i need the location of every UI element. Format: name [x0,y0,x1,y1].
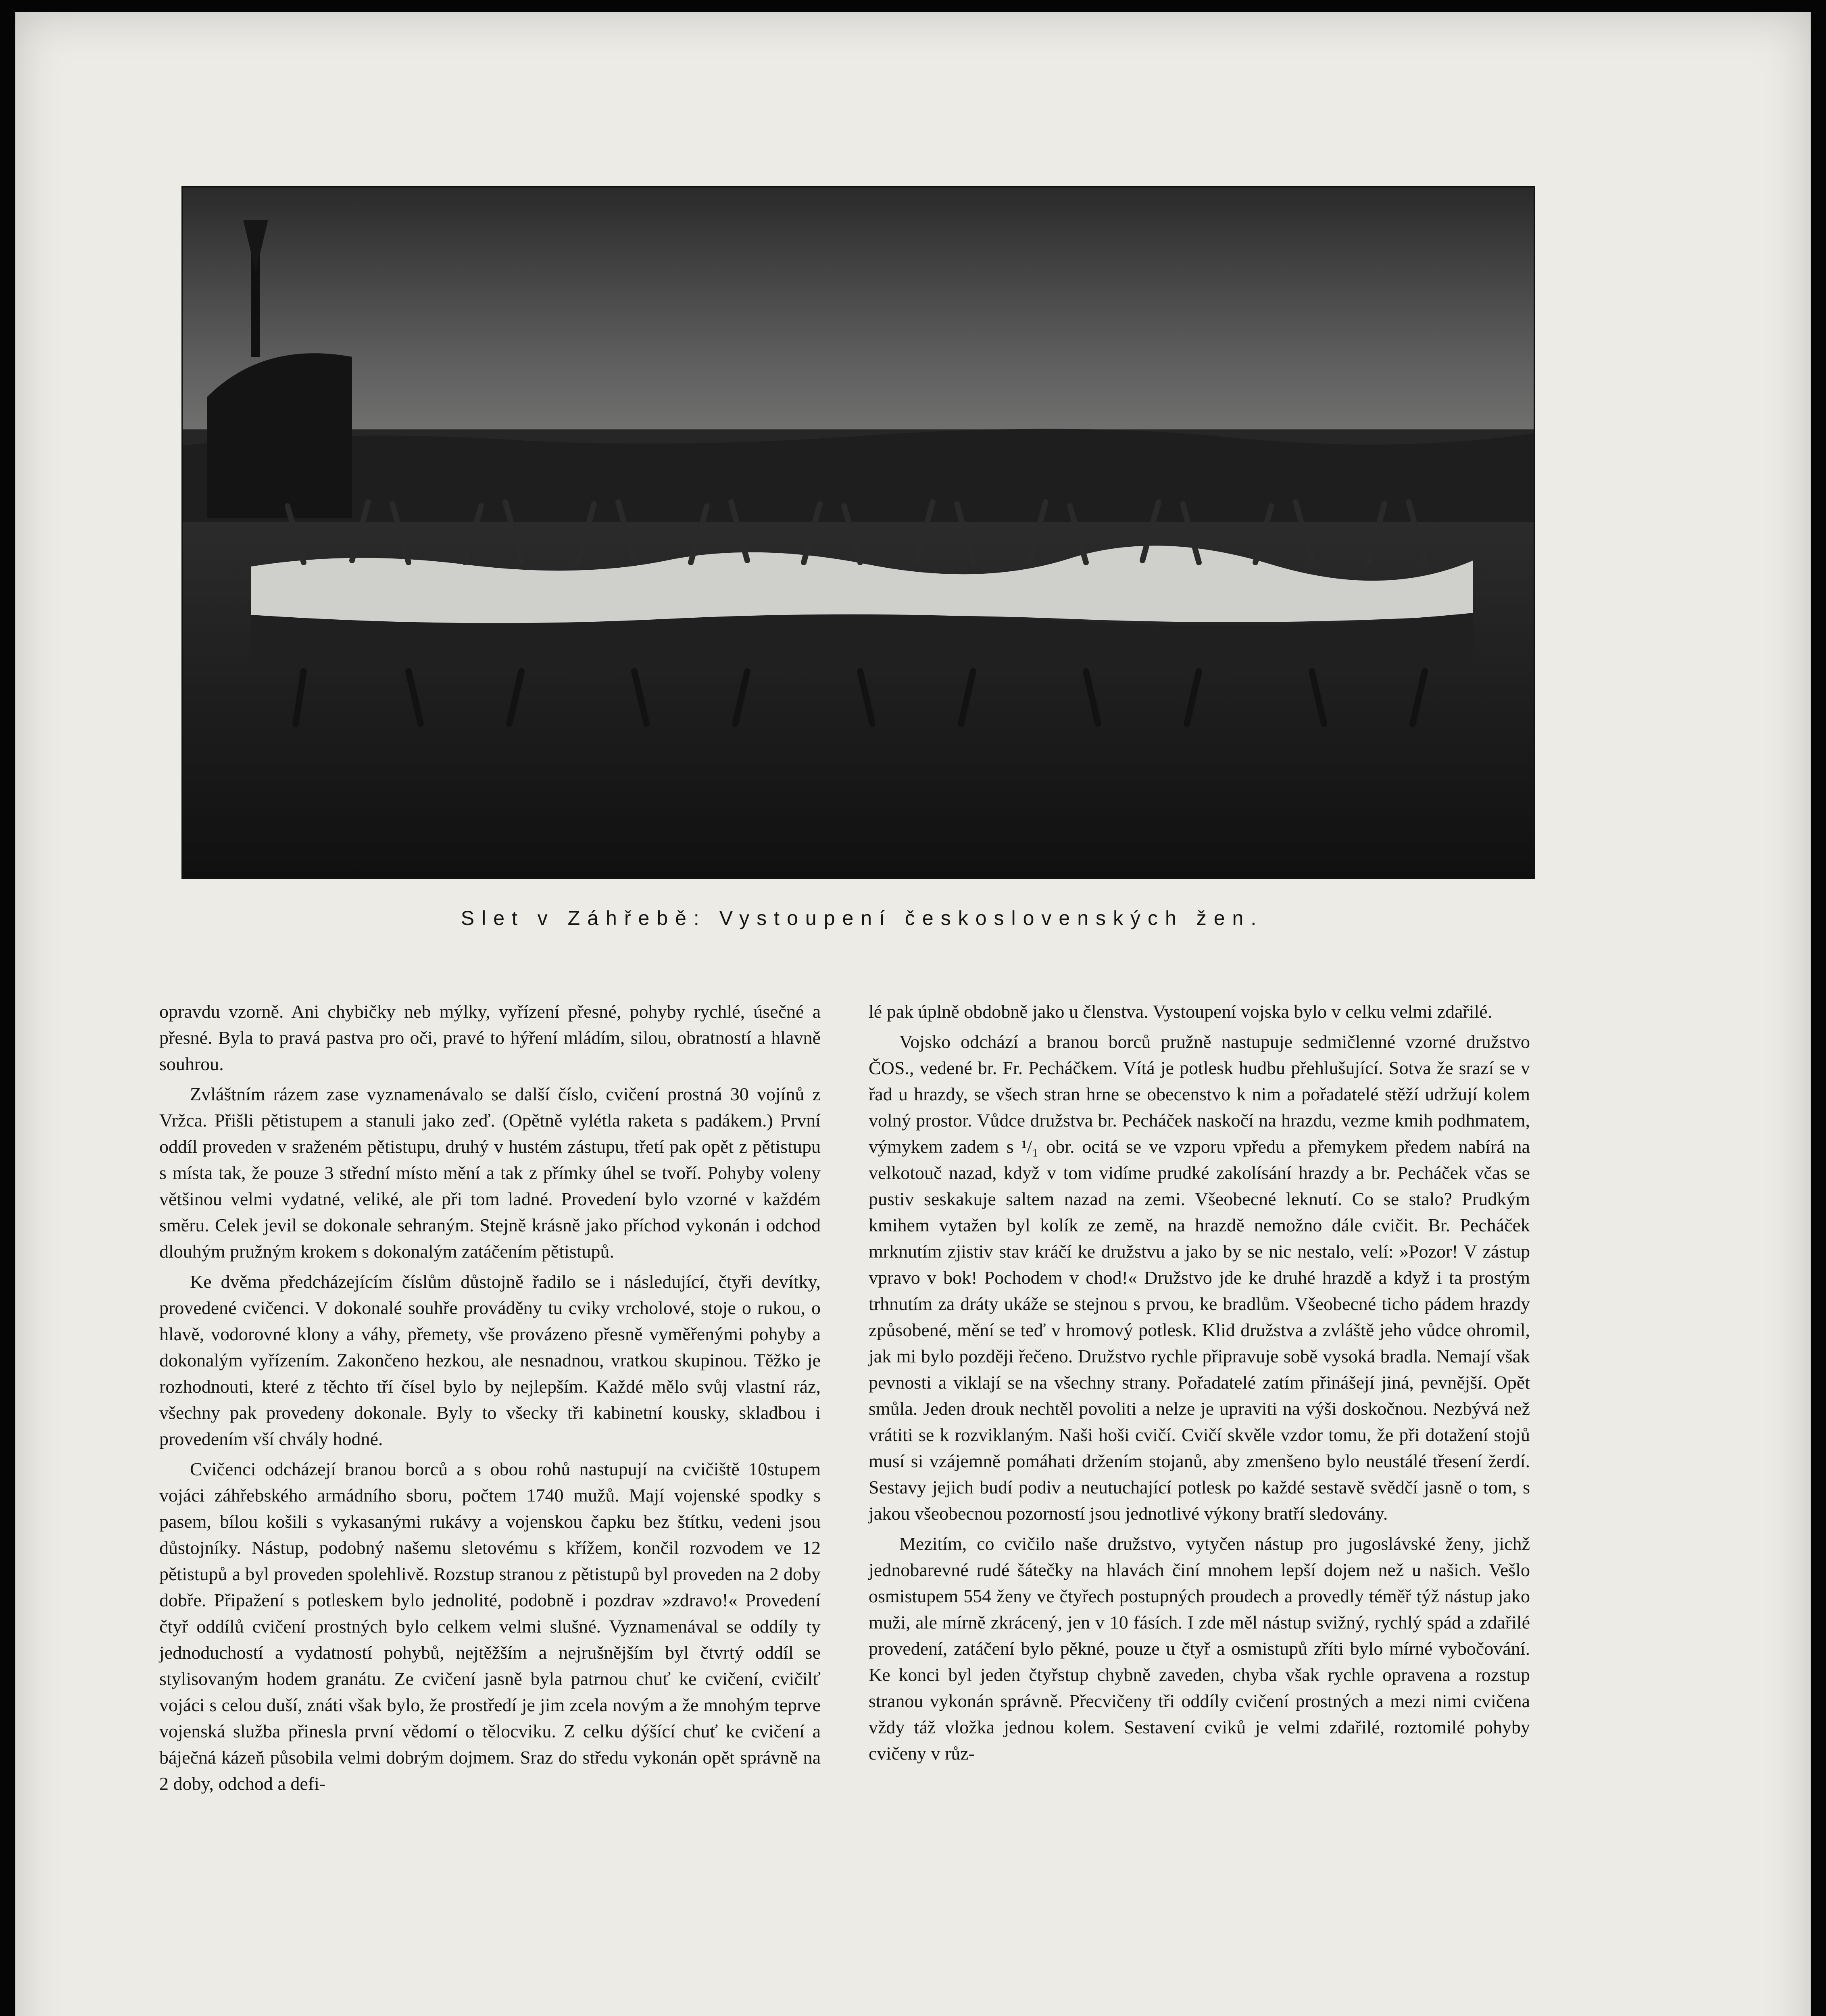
right-column [869,998,1530,1770]
left-column [159,998,821,1801]
paragraph: Ke dvěma předcházejícím číslům důstojně řadilo se i následující, čtyři devítky, provedené cvičenci. V dokonalé souhře prováděny tu cviky vrcholové, stoje o rukou, o hlavě, vodorovné klony a váhy, přemety, vše provázeno přesně vyměřenými pohyby a dokonalým vyřízením. Zakončeno hezkou, ale nesnadnou, vratkou skupinou. Těžko je rozhodnouti, které z těchto tří čísel bylo by nejlepším. Každé mělo svůj vlastní ráz, všechny pak provedeny dokonale. Byly to všecky tři kabinetní kousky, skladbou i provedením vší chvály hodné. [159,1271,821,1449]
paragraph: Cvičenci odcházejí branou borců a s obou rohů nastupují na cvičiště 10stupem vojáci záhřebského armádního sboru, počtem 1740 mužů. Mají vojenské spodky s pasem, bílou košili s vykasanými rukávy a vojenskou čapku bez štítku, vedeni jsou důstojníky. Nástup, podobný našemu sletovému s křížem, končil rozvodem ve 12 pětistupů a byl proveden spolehlivě. Rozstup stranou z pětistupů byl proveden na 2 doby dobře. Připažení s potleskem bylo jednolité, podobně i pozdrav »zdravo!« Provedení čtyř oddílů cvičení prostných bylo celkem velmi slušné. Vyznamenával se oddíly ty jednoduchostí a vydatností pohybů, nejtěžším a nejrušnějším byl čtvrtý oddíl se stylisovaným hodem granátu. Ze cvičení jasně byla patrnou chuť ke cvičení, cvičilť vojáci s celou duší, znáti však bylo, že prostředí je jim zcela novým a že mnohým teprve vojenská služba přinesla první vědomí o tělocviku. Z celku dýšící chuť ke cvičení a báječná kázeň působila velmi dobrým dojmem. Sraz do středu vykonán opět správně na 2 doby, odchod a defi- [159,1459,821,1794]
paragraph: Mezitím, co cvičilo naše družstvo, vytyčen nástup pro jugoslávské ženy, jichž jednobarevné rudé šátečky na hlavách činí mnohem lepší dojem než u našich. Vešlo osmistupem 554 ženy ve čtyřech postupných proudech a provedly téměř týž nástup jako muži, ale mírně zkrácený, jen v 10 fásích. I zde měl nástup svižný, rychlý spád a zdařilé provedení, zatáčení bylo pěkné, pouze u čtyř a osmistupů zříti bylo mírné vybočování. Ke konci byl jeden čtyřstup chybně zaveden, chyba však rychle opravena a rozstup stranou vykonán správně. Přecvičeny tři oddíly cvičení prostných a mezi nimi cvičena vždy táž vložka jednou kolem. Sestavení cviků je velmi zdařilé, roztomilé pohyby cvičeny v růz- [869,1533,1530,1764]
paragraph: lé pak úplně obdobně jako u členstva. Vystoupení vojska bylo v celku velmi zdařilé. [869,1001,1492,1022]
scanned-page [15,12,1811,2016]
photo-caption: Slet v Záhřebě: Vystoupení československých žen. [461,907,1264,929]
paragraph: opravdu vzorně. Ani chybičky neb mýlky, vyřízení přesné, pohyby rychlé, úsečné a přesné. Byla to pravá pastva pro oči, pravé to hýření mládím, silou, obratností a hlavně souhrou. [159,1001,821,1074]
paragraph: Vojsko odchází a branou borců pružně nastupuje sedmičlenné vzorné družstvo ČOS., vedené br. Fr. Pecháčkem. Vítá je potlesk hudbu přehlušující. Sotva že srazí se v řad u hrazdy, se všech stran hrne se obecenstvo k nim a pořadatelé stěží udržují kolem volný prostor. Vůdce družstva br. Pecháček naskočí na hrazdu, vezme kmih podhmatem, výmykem zadem s ¹/₁ obr. ocitá se ve vzporu vpředu a přemykem předem nabírá na velkotouč nazad, když v tom vidíme prudké zakolísání hrazdy a br. Pecháček včas se pustiv seskakuje saltem nazad na zemi. Všeobecné leknutí. Co se stalo? Prudkým kmihem vytažen byl kolík ze země, na hrazdě nemožno dále cvičit. Br. Pecháček mrknutím zjistiv stav kráčí ke družstvu a jako by se nic nestalo, velí: »Pozor! V zástup vpravo v bok! Pochodem v chod!« Družstvo jde ke druhé hrazdě a když i ta prostým trhnutím za dráty ukáže se stejnou s prvou, ke bradlům. Všeobecné ticho pádem hrazdy způsobené, mění se teď v hromový potlesk. Klid družstva a zvláště jeho vůdce ohromil, jak mi bylo později řečeno. Družstvo rychle připravuje sobě vysoká bradla. Nemají však pevnosti a viklají se na všechny strany. Pořadatelé zatím přinášejí jiná, pevnější. Opět smůla. Jeden drouk nechtěl povoliti a nelze je upraviti na výši doskočnou. Nezbývá než vrátiti se k rozviklaným. Naši hoši cvičí. Cvičí skvěle vzdor tomu, že při dotažení stojů musí si vzájemně pomáhati držením stojanů, aby zmenšeno bylo neustálé třesení žerdí. Sestavy jejich budí podiv a neutuchající potlesk po každé sestavě svědčí jasně o tom, s jakou všeobecnou pozorností jsou jednotlivé výkony bratří sledovány. [869,1031,1530,1524]
gymnasts-performance-photo [183,187,1534,878]
paragraph: Zvláštním rázem zase vyznamenávalo se další číslo, cvičení prostná 30 vojínů z Vržca. Přišli pětistupem a stanuli jako zeď. (Opětně vylétla raketa s padákem.) První oddíl proveden v sraženém pětistupu, druhý v hustém zástupu, třetí pak opět z pětistupu s místa tak, že pouze 3 střední místo mění a tak z přímky úhel se tvoří. Pohyby voleny většinou velmi vydatné, veliké, ale při tom ladné. Provedení bylo vzorné v každém směru. Celek jevil se dokonale sehraným. Stejně krásně jako příchod vykonán i odchod dlouhým pružným krokem s dokonalým zatáčením pětistupů. [159,1084,821,1262]
photo [181,186,1535,879]
